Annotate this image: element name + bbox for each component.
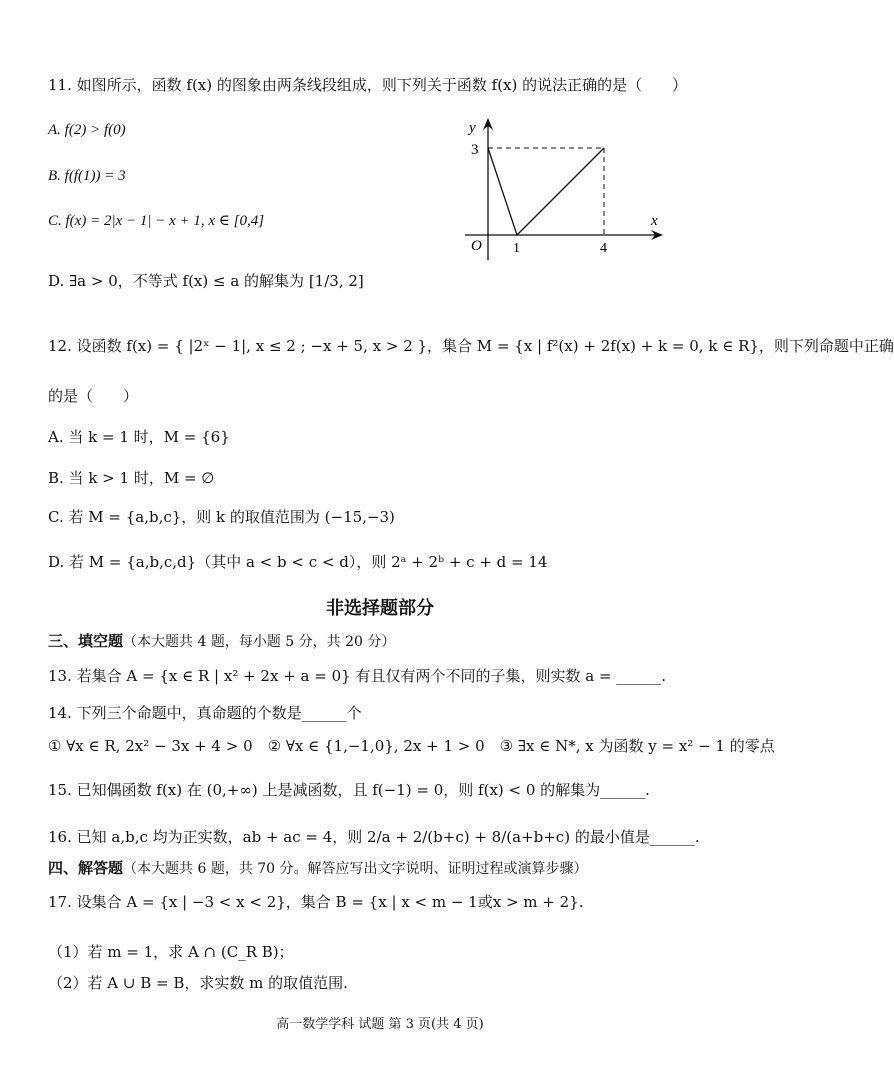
q11-option-c: C. f(x) = 2|x − 1| − x + 1, x ∈ [0,4]: [48, 213, 265, 229]
tick-y3-label: 3: [471, 142, 479, 158]
q12-option-a: A. 当 k = 1 时，M = {6}: [48, 428, 230, 446]
function-segments: [488, 148, 604, 235]
q16: 16. 已知 a,b,c 均为正实数，ab + ac = 4，则 2/a + 2/(b+c) + 8/(a+b+c) 的最小值是______.: [48, 828, 700, 846]
q17-part2: （2）若 A ∪ B = B，求实数 m 的取值范围.: [48, 974, 348, 992]
q15: 15. 已知偶函数 f(x) 在 (0,+∞) 上是减函数，且 f(−1) = 0，则 f(x) < 0 的解集为______.: [48, 781, 650, 799]
q12-option-b: B. 当 k > 1 时，M = ∅: [48, 469, 215, 487]
section-title: 非选择题部分: [326, 598, 434, 619]
q14: 14. 下列三个命题中，真命题的个数是______个: [48, 704, 362, 722]
q12-stem-cont: 的是（ ）: [48, 387, 139, 405]
q11-option-d: D. ∃a > 0，不等式 f(x) ≤ a 的解集为 [1/3, 2]: [48, 272, 364, 290]
q11-option-a: A. f(2) > f(0): [48, 122, 126, 138]
q11-graph: [455, 115, 675, 265]
part3-heading: 三、填空题: [48, 632, 124, 650]
part3-header: [48, 630, 395, 653]
part3-note: （本大题共 4 题，每小题 5 分，共 20 分）: [123, 634, 396, 650]
part4-note: （本大题共 6 题，共 70 分。解答应写出文字说明、证明过程或演算步骤）: [123, 861, 588, 877]
q12-option-c: C. 若 M = {a,b,c}，则 k 的取值范围为 (−15,−3): [48, 508, 395, 526]
part4-header: [48, 857, 588, 880]
q13: 13. 若集合 A = {x ∈ R | x² + 2x + a = 0} 有且仅有两个不同的子集，则实数 a = ______.: [48, 667, 667, 685]
q11-option-b: B. f(f(1)) = 3: [48, 168, 126, 184]
q11-stem: 11. 如图所示，函数 f(x) 的图象由两条线段组成，则下列关于函数 f(x) 的说法正确的是（ ）: [48, 76, 688, 94]
tick-x1-label: 1: [513, 241, 520, 256]
page-footer: 高一数学学科 试题 第 3 页(共 4 页): [276, 1017, 484, 1032]
part4-heading: 四、解答题: [48, 859, 124, 877]
x-axis-label: x: [651, 213, 658, 229]
q17-part1: （1）若 m = 1，求 A ∩ (C_R B)；: [48, 943, 294, 961]
y-axis-label: y: [469, 120, 476, 136]
tick-x4-label: 4: [600, 241, 607, 256]
q12-option-d: D. 若 M = {a,b,c,d}（其中 a < b < c < d），则 2ᵃ + 2ᵇ + c + d = 14: [48, 553, 548, 571]
q12-stem: 12. 设函数 f(x) = { |2ˣ − 1|, x ≤ 2 ; −x + 5, x > 2 }，集合 M = {x | f²(x) + 2f(x) + k = 0, k ∈ R}，则下列命题中正确: [48, 337, 894, 355]
origin-label: O: [471, 238, 482, 254]
q14-items: ① ∀x ∈ R, 2x² − 3x + 4 > 0 ② ∀x ∈ {1,−1,0}, 2x + 1 > 0 ③ ∃x ∈ N*, x 为函数 y = x² − 1 的零点: [48, 737, 775, 755]
q17: 17. 设集合 A = {x | −3 < x < 2}，集合 B = {x | x < m − 1或x > m + 2}.: [48, 893, 584, 911]
